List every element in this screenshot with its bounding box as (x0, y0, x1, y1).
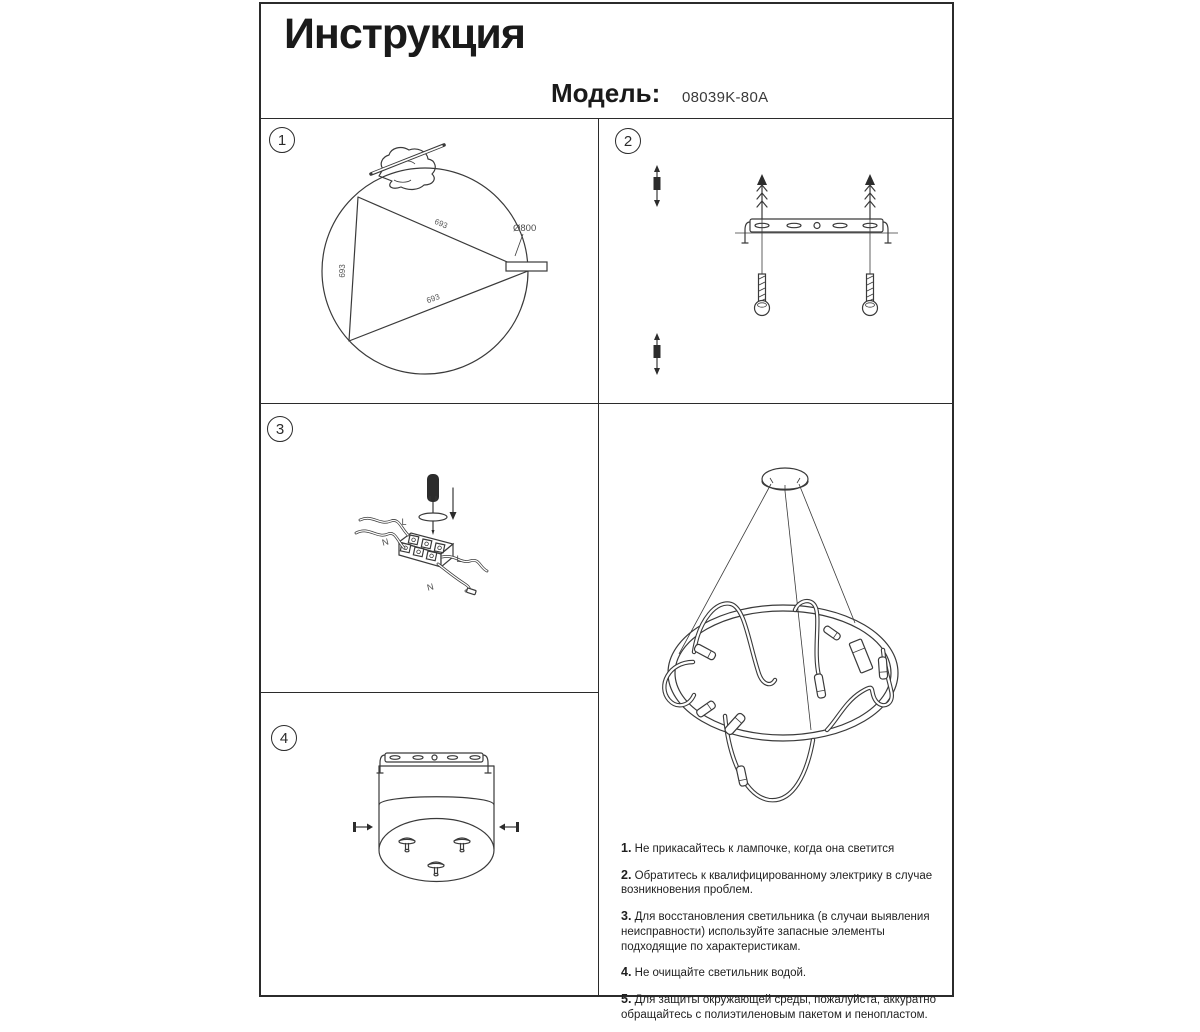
dim-diameter-label: Ø800 (513, 223, 537, 234)
warning-text: Для восстановления светильника (в случаи выявления неисправности) используйте запасные элементы подходящие по характеристикам. (621, 911, 930, 953)
suspension-wires (679, 484, 855, 730)
wall-anchor-icon (865, 174, 875, 219)
terminal-block (399, 533, 453, 567)
warning-item-4 (621, 964, 937, 981)
spotlight-heads (693, 625, 887, 787)
panel-step-2 (599, 119, 952, 404)
side-screw-icon (353, 822, 373, 832)
warning-text: Обратитесь к квалифицированному электрику в случае возникновения проблем. (621, 869, 933, 897)
step-1-number: 1 (277, 131, 287, 149)
dim-693-bottom: 693 (425, 292, 441, 306)
wire-label-n-left: N (380, 536, 390, 548)
marking-diagram (261, 119, 598, 403)
warning-number: 3. (621, 909, 632, 924)
warnings-list (621, 840, 937, 1032)
warning-number: 5. (621, 992, 632, 1007)
mounting-bracket (735, 219, 898, 243)
step-1-badge (269, 127, 295, 153)
instruction-page (259, 2, 954, 1021)
screw-icon (755, 274, 770, 316)
warning-item-3 (621, 908, 937, 954)
wire-label-l-right: L (456, 554, 462, 564)
page-title: Инструкция (284, 10, 525, 58)
mounting-bracket (377, 753, 491, 773)
panel-assembled-view (599, 404, 952, 1021)
fastener-icon (654, 333, 661, 375)
step-3-number: 3 (275, 420, 285, 438)
panel-step-4 (261, 693, 599, 995)
down-arrow-icon (450, 488, 457, 520)
model-label: Модель: (551, 78, 661, 108)
warning-item-5 (621, 991, 937, 1022)
panel-step-1 (261, 119, 599, 404)
warning-number: 4. (621, 965, 632, 980)
warning-text: Не прикасайтесь к лампочке, когда она светится (634, 843, 895, 855)
warning-item-1 (621, 840, 937, 857)
side-screw-icon (499, 822, 519, 832)
step-4-badge (271, 725, 297, 751)
wire-label-n-right: N (425, 581, 435, 593)
mounting-hardware-diagram (599, 119, 952, 403)
dim-693-top: 693 (433, 216, 449, 231)
fastener-icon (654, 165, 661, 207)
wire-label-l-left: L (401, 517, 407, 527)
step-4-number: 4 (279, 729, 289, 747)
model-number: 08039K-80A (682, 89, 769, 106)
header (261, 4, 952, 119)
warning-number: 1. (621, 841, 632, 855)
screw-icon (863, 274, 878, 316)
flexible-tube (664, 601, 892, 800)
dim-693-left: 693 (338, 264, 347, 278)
panel-step-3 (261, 404, 599, 693)
wiring-diagram (261, 404, 598, 692)
wall-anchor-icon (757, 174, 767, 219)
step-2-number: 2 (623, 132, 633, 150)
canopy-diagram (261, 693, 598, 995)
step-2-badge (615, 128, 641, 154)
warning-text: Не очищайте светильник водой. (634, 967, 807, 980)
warning-item-2 (621, 867, 937, 898)
screwdriver-icon (419, 474, 447, 535)
warning-text: Для защиты окружающей среды, пожалуйста, аккуратно обращайтесь с полиэтиленовым пакетом и пенопластом. (621, 994, 937, 1021)
warning-number: 2. (621, 867, 632, 882)
step-3-badge (267, 416, 293, 442)
